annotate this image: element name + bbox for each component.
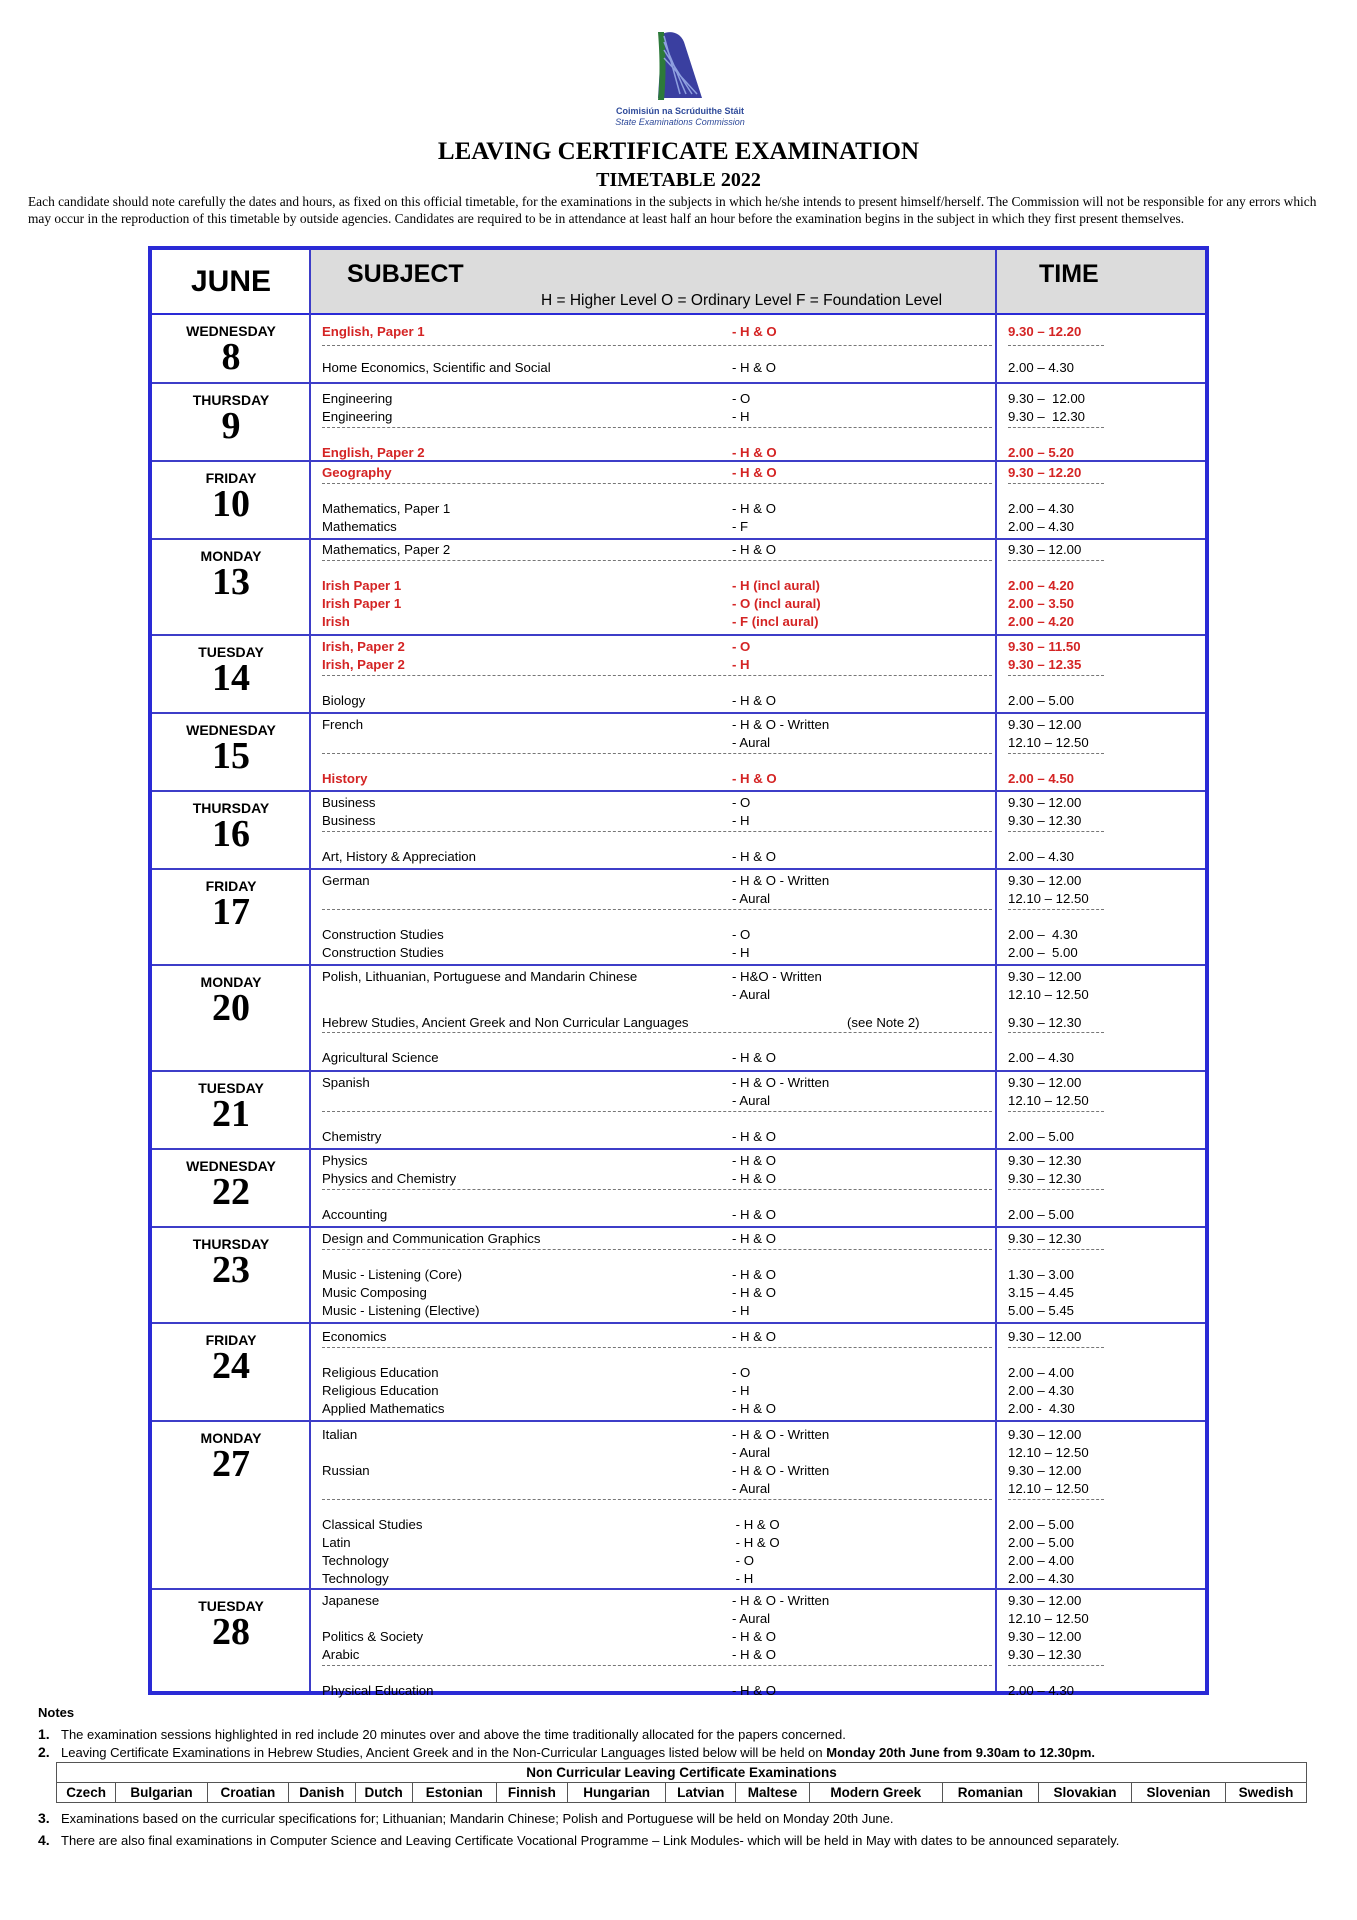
day-cell bbox=[152, 790, 310, 855]
day-cell bbox=[152, 1226, 310, 1291]
intro-text: Each candidate should note carefully the dates and hours, as fixed on this official timetable, for the examinations in the subjects in which he/she intends to present himself/herself. The Commission will not be responsible for any errors which may occur in the reproduction of this timetable by outside agencies. Candidates are required to be in attendance at least half an hour before the examination begins in the subject in which they first present themselves. bbox=[28, 194, 1317, 226]
day-name: FRIDAY bbox=[205, 1332, 257, 1348]
day-name: THURSDAY bbox=[192, 392, 270, 408]
time-label: 12.10 – 12.50 bbox=[1008, 891, 1089, 906]
level-label: - H & O bbox=[732, 360, 776, 375]
day-row bbox=[152, 634, 1205, 712]
time-label: 9.30 – 12.00 bbox=[1008, 1463, 1082, 1478]
day-number: 8 bbox=[221, 336, 241, 378]
day-row bbox=[152, 790, 1205, 868]
time-label: 9.30 – 12.00 bbox=[1008, 717, 1082, 732]
day-number: 17 bbox=[212, 891, 250, 933]
subject-name: Classical Studies bbox=[322, 1517, 423, 1532]
level-label: - H bbox=[732, 409, 750, 424]
level-label: - Aural bbox=[732, 1445, 771, 1460]
session-separator bbox=[322, 1249, 992, 1250]
day-row bbox=[152, 382, 1205, 460]
day-cell bbox=[152, 382, 310, 447]
day-name: MONDAY bbox=[200, 974, 262, 990]
subject-name: Construction Studies bbox=[322, 927, 444, 942]
level-label: - H & O bbox=[732, 849, 776, 864]
time-label: 2.00 – 4.30 bbox=[1008, 927, 1078, 942]
time-label: 1.30 – 3.00 bbox=[1008, 1267, 1074, 1282]
day-number: 21 bbox=[212, 1093, 250, 1135]
session-separator bbox=[1008, 427, 1104, 428]
subject-name: Mathematics, Paper 1 bbox=[322, 501, 451, 516]
time-label: 9.30 – 12.30 bbox=[1008, 813, 1082, 828]
session-separator bbox=[1008, 345, 1104, 346]
level-label: - Aural bbox=[732, 735, 771, 750]
subject-name: Geography bbox=[322, 465, 392, 480]
time-label: 9.30 – 12.20 bbox=[1008, 465, 1082, 480]
language-cell: Maltese bbox=[736, 1783, 809, 1803]
session-separator bbox=[1008, 1111, 1104, 1112]
session-separator bbox=[322, 675, 992, 676]
level-label: - F (incl aural) bbox=[732, 614, 819, 629]
session-separator bbox=[322, 831, 992, 832]
session-separator bbox=[322, 753, 992, 754]
session-separator bbox=[322, 560, 992, 561]
time-label: 9.30 – 12.00 bbox=[1008, 1075, 1082, 1090]
day-number: 20 bbox=[212, 987, 250, 1029]
day-cell bbox=[152, 868, 310, 933]
level-label: - H & O bbox=[732, 542, 776, 557]
day-row bbox=[152, 1070, 1205, 1148]
subject-name: Hebrew Studies, Ancient Greek and Non Curricular Languages bbox=[322, 1015, 689, 1030]
time-label: 9.30 – 11.50 bbox=[1008, 639, 1081, 654]
day-cell bbox=[152, 1322, 310, 1387]
time-label: 5.00 – 5.45 bbox=[1008, 1303, 1074, 1318]
day-row bbox=[152, 1420, 1205, 1588]
subject-name: Music - Listening (Elective) bbox=[322, 1303, 480, 1318]
day-cell bbox=[152, 1070, 310, 1135]
subject-name: Irish, Paper 2 bbox=[322, 657, 405, 672]
level-label: - Aural bbox=[732, 1611, 771, 1626]
subject-name: Business bbox=[322, 795, 376, 810]
session-separator bbox=[1008, 1032, 1104, 1033]
time-label: 2.00 – 5.00 bbox=[1008, 945, 1078, 960]
subject-name: Music - Listening (Core) bbox=[322, 1267, 462, 1282]
subject-name: Latin bbox=[322, 1535, 351, 1550]
day-number: 28 bbox=[212, 1611, 250, 1653]
page-title: LEAVING CERTIFICATE EXAMINATION bbox=[437, 138, 920, 165]
level-label: - H & O bbox=[732, 1517, 780, 1532]
level-label: - H & O bbox=[732, 324, 777, 339]
month-label: JUNE bbox=[190, 264, 272, 298]
time-label: 9.30 – 12.00 bbox=[1008, 1593, 1082, 1608]
subject-name: Art, History & Appreciation bbox=[322, 849, 476, 864]
non-curricular-languages-table bbox=[56, 1762, 1307, 1803]
level-label: - H bbox=[732, 1383, 750, 1398]
day-name: FRIDAY bbox=[205, 470, 257, 486]
day-row bbox=[152, 868, 1205, 964]
subject-name: Physics bbox=[322, 1153, 368, 1168]
level-label: - H & O bbox=[732, 1171, 776, 1186]
notes-heading: Notes bbox=[38, 1705, 75, 1720]
day-cell bbox=[152, 712, 310, 777]
language-cell: Latvian bbox=[666, 1783, 736, 1803]
level-label: - H & O bbox=[732, 501, 776, 516]
harp-logo-icon bbox=[640, 28, 720, 106]
language-cell: Estonian bbox=[412, 1783, 496, 1803]
subject-name: Chemistry bbox=[322, 1129, 382, 1144]
time-label: 9.30 – 12.00 bbox=[1008, 1427, 1082, 1442]
subject-name: Spanish bbox=[322, 1075, 370, 1090]
subject-name: Religious Education bbox=[322, 1365, 439, 1380]
time-label: 9.30 – 12.00 bbox=[1008, 873, 1082, 888]
level-label: - H bbox=[732, 813, 750, 828]
time-label: 9.30 – 12.30 bbox=[1008, 1231, 1082, 1246]
subject-name: Engineering bbox=[322, 391, 393, 406]
language-cell: Czech bbox=[57, 1783, 116, 1803]
day-cell bbox=[152, 1588, 310, 1653]
language-cell: Hungarian bbox=[567, 1783, 665, 1803]
time-label: 3.15 – 4.45 bbox=[1008, 1285, 1074, 1300]
subject-name: Irish, Paper 2 bbox=[322, 639, 405, 654]
day-row bbox=[152, 1226, 1205, 1322]
time-label: 12.10 – 12.50 bbox=[1008, 1481, 1089, 1496]
level-label: - Aural bbox=[732, 1481, 771, 1496]
time-label: 9.30 – 12.30 bbox=[1008, 1015, 1082, 1030]
session-separator bbox=[1008, 675, 1104, 676]
level-label: - Aural bbox=[732, 987, 771, 1002]
level-label: - O bbox=[732, 639, 751, 654]
level-label: - H & O bbox=[732, 1629, 776, 1644]
time-label: 2.00 – 4.00 bbox=[1008, 1365, 1074, 1380]
level-label: - H (incl aural) bbox=[732, 578, 820, 593]
level-label: - Aural bbox=[732, 891, 771, 906]
language-cell: Slovenian bbox=[1131, 1783, 1225, 1803]
day-number: 22 bbox=[212, 1171, 250, 1213]
level-label: - F bbox=[732, 519, 749, 534]
time-label: 2.00 – 4.30 bbox=[1008, 501, 1074, 516]
day-name: WEDNESDAY bbox=[186, 1158, 276, 1174]
time-label: 9.30 – 12.00 bbox=[1008, 391, 1085, 406]
day-name: TUESDAY bbox=[198, 1598, 264, 1614]
time-label: 9.30 – 12.00 bbox=[1008, 969, 1082, 984]
session-separator bbox=[322, 1032, 992, 1033]
subject-name: Physics and Chemistry bbox=[322, 1171, 457, 1186]
subject-name: Mathematics, Paper 2 bbox=[322, 542, 451, 557]
level-label: - H & O - Written bbox=[732, 1593, 830, 1608]
level-label: - H & O bbox=[732, 445, 777, 460]
time-label: 2.00 – 4.50 bbox=[1008, 771, 1074, 786]
time-label: 2.00 – 4.20 bbox=[1008, 578, 1074, 593]
subject-name: Construction Studies bbox=[322, 945, 444, 960]
time-label: 2.00 – 5.00 bbox=[1008, 1517, 1074, 1532]
time-label: 9.30 – 12.30 bbox=[1008, 1171, 1082, 1186]
level-label: - H bbox=[732, 1571, 754, 1586]
time-label: 2.00 – 5.00 bbox=[1008, 1535, 1074, 1550]
time-label: 9.30 – 12.30 bbox=[1008, 1647, 1082, 1662]
time-label: 2.00 - 4.30 bbox=[1008, 1401, 1075, 1416]
subject-name: Economics bbox=[322, 1329, 387, 1344]
level-label: - H & O bbox=[732, 1401, 776, 1416]
session-separator bbox=[322, 1499, 992, 1500]
level-label: - Aural bbox=[732, 1093, 771, 1108]
time-label: 2.00 – 5.00 bbox=[1008, 1207, 1074, 1222]
level-label: - H bbox=[732, 945, 750, 960]
time-label: 9.30 – 12.00 bbox=[1008, 1329, 1082, 1344]
subject-name: Technology bbox=[322, 1571, 389, 1586]
level-label: - H bbox=[732, 657, 750, 672]
day-number: 9 bbox=[221, 405, 241, 447]
subject-name: Politics & Society bbox=[322, 1629, 424, 1644]
subject-name: Irish Paper 1 bbox=[322, 578, 402, 593]
day-number: 27 bbox=[212, 1443, 250, 1485]
time-label: 2.00 – 3.50 bbox=[1008, 596, 1074, 611]
org-english: State Examinations Commission bbox=[615, 117, 745, 127]
session-separator bbox=[1008, 1499, 1104, 1500]
time-label: 9.30 – 12.20 bbox=[1008, 324, 1082, 339]
level-legend: H = Higher Level O = Ordinary Level F = Foundation Level bbox=[541, 292, 943, 309]
session-separator bbox=[1008, 483, 1104, 484]
time-label: 9.30 – 12.00 bbox=[1008, 1629, 1082, 1644]
time-label: 2.00 – 5.00 bbox=[1008, 1129, 1074, 1144]
languages-caption: Non Curricular Leaving Certificate Examinations bbox=[57, 1763, 1307, 1783]
time-label: 2.00 – 4.20 bbox=[1008, 614, 1074, 629]
subject-heading: SUBJECT bbox=[347, 260, 464, 288]
day-cell bbox=[152, 460, 310, 525]
day-number: 15 bbox=[212, 735, 250, 777]
note-1: 1. The examination sessions highlighted in red include 20 minutes over and above the time traditionally allocated for the papers concerned. bbox=[38, 1726, 846, 1742]
level-label: - H & O bbox=[732, 771, 777, 786]
subject-name: Applied Mathematics bbox=[322, 1401, 445, 1416]
session-separator bbox=[322, 1347, 992, 1348]
time-label: 9.30 – 12.00 bbox=[1008, 795, 1082, 810]
org-irish: Coimisiún na Scrúduithe Stáit bbox=[615, 106, 744, 116]
subject-name: Irish bbox=[322, 614, 350, 629]
time-label: 2.00 – 4.30 bbox=[1008, 1683, 1074, 1698]
day-row bbox=[152, 313, 1205, 382]
level-label: - H & O bbox=[732, 1153, 776, 1168]
day-row bbox=[152, 964, 1205, 1070]
level-label: - H & O bbox=[732, 465, 777, 480]
level-label: - H & O - Written bbox=[732, 717, 830, 732]
language-cell: Romanian bbox=[942, 1783, 1038, 1803]
sec-logo bbox=[595, 28, 765, 128]
subject-name: Agricultural Science bbox=[322, 1050, 439, 1065]
day-name: WEDNESDAY bbox=[186, 323, 276, 339]
session-separator bbox=[1008, 831, 1104, 832]
level-label: - H & O bbox=[732, 1535, 780, 1550]
subject-name: Music Composing bbox=[322, 1285, 427, 1300]
level-label: - H & O bbox=[732, 1683, 776, 1698]
subject-name: Polish, Lithuanian, Portuguese and Mandarin Chinese bbox=[322, 969, 638, 984]
day-number: 24 bbox=[212, 1345, 250, 1387]
day-number: 14 bbox=[212, 657, 250, 699]
time-heading: TIME bbox=[1039, 260, 1099, 288]
session-separator bbox=[322, 1665, 992, 1666]
day-number: 13 bbox=[212, 561, 250, 603]
level-label: - O bbox=[732, 927, 751, 942]
session-separator bbox=[1008, 909, 1104, 910]
language-cell: Dutch bbox=[355, 1783, 412, 1803]
subject-name: Religious Education bbox=[322, 1383, 439, 1398]
day-row bbox=[152, 712, 1205, 790]
subject-name: Arabic bbox=[322, 1647, 360, 1662]
time-label: 2.00 – 4.30 bbox=[1008, 1383, 1074, 1398]
level-label: - O bbox=[732, 1553, 754, 1568]
level-label: - O (incl aural) bbox=[732, 596, 821, 611]
time-label: 9.30 – 12.00 bbox=[1008, 542, 1082, 557]
subject-name: Technology bbox=[322, 1553, 389, 1568]
day-row bbox=[152, 1322, 1205, 1420]
subject-name: Business bbox=[322, 813, 376, 828]
level-label: - H & O bbox=[732, 1285, 776, 1300]
time-label: 9.30 – 12.30 bbox=[1008, 409, 1085, 424]
session-separator bbox=[1008, 1189, 1104, 1190]
time-label: 2.00 – 5.20 bbox=[1008, 445, 1074, 460]
subject-name: Japanese bbox=[322, 1593, 380, 1608]
subject-name: Physical Education bbox=[322, 1683, 434, 1698]
level-label: - H & O - Written bbox=[732, 1075, 830, 1090]
level-label: - H & O - Written bbox=[732, 873, 830, 888]
level-label: - H&O - Written bbox=[732, 969, 822, 984]
day-row bbox=[152, 538, 1205, 634]
session-separator bbox=[1008, 1665, 1104, 1666]
level-label: - O bbox=[732, 795, 751, 810]
time-label: 9.30 – 12.30 bbox=[1008, 1153, 1082, 1168]
time-label: 2.00 – 4.00 bbox=[1008, 1553, 1074, 1568]
time-label: 2.00 – 4.30 bbox=[1008, 519, 1074, 534]
day-name: MONDAY bbox=[200, 1430, 262, 1446]
time-label: 12.10 – 12.50 bbox=[1008, 735, 1089, 750]
level-label: - H & O bbox=[732, 1231, 776, 1246]
level-label: - H & O bbox=[732, 1647, 776, 1662]
level-label: - H & O bbox=[732, 1267, 776, 1282]
time-label: 12.10 – 12.50 bbox=[1008, 1611, 1089, 1626]
language-cell: Modern Greek bbox=[809, 1783, 942, 1803]
session-separator bbox=[1008, 560, 1104, 561]
subject-name: Biology bbox=[322, 693, 366, 708]
level-label: - H & O bbox=[732, 1329, 776, 1344]
languages-row bbox=[57, 1783, 1307, 1803]
day-name: MONDAY bbox=[200, 548, 262, 564]
note-4: 4. There are also final examinations in Computer Science and Leaving Certificate Vocational Programme – Link Modules- which will be held in May with dates to be announced separately. bbox=[38, 1832, 1120, 1848]
level-label: - H & O bbox=[732, 693, 776, 708]
language-cell: Swedish bbox=[1225, 1783, 1306, 1803]
day-cell bbox=[152, 538, 310, 603]
day-cell bbox=[152, 964, 310, 1029]
level-label: - O bbox=[732, 1365, 751, 1380]
day-number: 23 bbox=[212, 1249, 250, 1291]
day-cell bbox=[152, 1420, 310, 1485]
day-number: 16 bbox=[212, 813, 250, 855]
session-separator bbox=[322, 427, 992, 428]
subject-name: Engineering bbox=[322, 409, 393, 424]
day-cell bbox=[152, 313, 310, 378]
language-cell: Bulgarian bbox=[116, 1783, 208, 1803]
language-cell: Croatian bbox=[207, 1783, 288, 1803]
session-separator bbox=[1008, 1249, 1104, 1250]
time-label: 2.00 – 4.30 bbox=[1008, 1571, 1074, 1586]
time-label: 2.00 – 4.30 bbox=[1008, 849, 1074, 864]
subject-name: Accounting bbox=[322, 1207, 388, 1222]
level-label: - H & O bbox=[732, 1050, 776, 1065]
day-name: FRIDAY bbox=[205, 878, 257, 894]
level-label: - O bbox=[732, 391, 751, 406]
time-label: 2.00 – 4.30 bbox=[1008, 1050, 1074, 1065]
day-name: THURSDAY bbox=[192, 800, 270, 816]
subject-name: Italian bbox=[322, 1427, 358, 1442]
header-subject-cell bbox=[311, 250, 1205, 313]
session-separator bbox=[322, 483, 992, 484]
subject-name: History bbox=[322, 771, 368, 786]
session-separator bbox=[1008, 1347, 1104, 1348]
subject-name: German bbox=[322, 873, 370, 888]
subject-name: Home Economics, Scientific and Social bbox=[322, 360, 551, 375]
session-separator bbox=[322, 1111, 992, 1112]
level-label: - H & O bbox=[732, 1129, 776, 1144]
language-cell: Slovakian bbox=[1039, 1783, 1132, 1803]
level-label: (see Note 2) bbox=[847, 1015, 920, 1030]
day-row bbox=[152, 1148, 1205, 1226]
day-name: THURSDAY bbox=[192, 1236, 270, 1252]
session-separator bbox=[322, 345, 992, 346]
day-number: 10 bbox=[212, 483, 250, 525]
subject-name: English, Paper 1 bbox=[322, 324, 425, 339]
language-cell: Finnish bbox=[496, 1783, 567, 1803]
subject-name: Irish Paper 1 bbox=[322, 596, 402, 611]
day-row bbox=[152, 460, 1205, 538]
language-cell: Danish bbox=[288, 1783, 355, 1803]
session-separator bbox=[1008, 753, 1104, 754]
time-label: 9.30 – 12.35 bbox=[1008, 657, 1082, 672]
page-subtitle: TIMETABLE 2022 bbox=[596, 169, 761, 191]
subject-name: English, Paper 2 bbox=[322, 445, 425, 460]
note-3: 3. Examinations based on the curricular specifications for; Lithuanian; Mandarin Chinese; Polish and Portuguese will be held on Monday 20th June. bbox=[38, 1810, 894, 1826]
level-label: - H & O bbox=[732, 1207, 776, 1222]
subject-name: Design and Communication Graphics bbox=[322, 1231, 541, 1246]
note-2: 2. Leaving Certificate Examinations in Hebrew Studies, Ancient Greek and in the Non-Curricular Languages listed below will be held on Monday 20th June from 9.30am to 12.30pm. bbox=[38, 1744, 1096, 1760]
day-name: TUESDAY bbox=[198, 644, 264, 660]
session-separator bbox=[322, 909, 992, 910]
level-label: - H bbox=[732, 1303, 750, 1318]
session-separator bbox=[322, 1189, 992, 1190]
time-label: 12.10 – 12.50 bbox=[1008, 1445, 1089, 1460]
time-label: 12.10 – 12.50 bbox=[1008, 987, 1089, 1002]
subject-name: Russian bbox=[322, 1463, 370, 1478]
day-cell bbox=[152, 1148, 310, 1213]
level-label: - H & O - Written bbox=[732, 1427, 830, 1442]
time-label: 12.10 – 12.50 bbox=[1008, 1093, 1089, 1108]
subject-name: French bbox=[322, 717, 364, 732]
timetable bbox=[148, 246, 1209, 1698]
subject-name: Mathematics bbox=[322, 519, 397, 534]
level-label: - H & O - Written bbox=[732, 1463, 830, 1478]
time-label: 2.00 – 4.30 bbox=[1008, 360, 1074, 375]
day-cell bbox=[152, 634, 310, 699]
day-row bbox=[152, 1588, 1205, 1698]
day-name: WEDNESDAY bbox=[186, 722, 276, 738]
day-name: TUESDAY bbox=[198, 1080, 264, 1096]
time-label: 2.00 – 5.00 bbox=[1008, 693, 1074, 708]
